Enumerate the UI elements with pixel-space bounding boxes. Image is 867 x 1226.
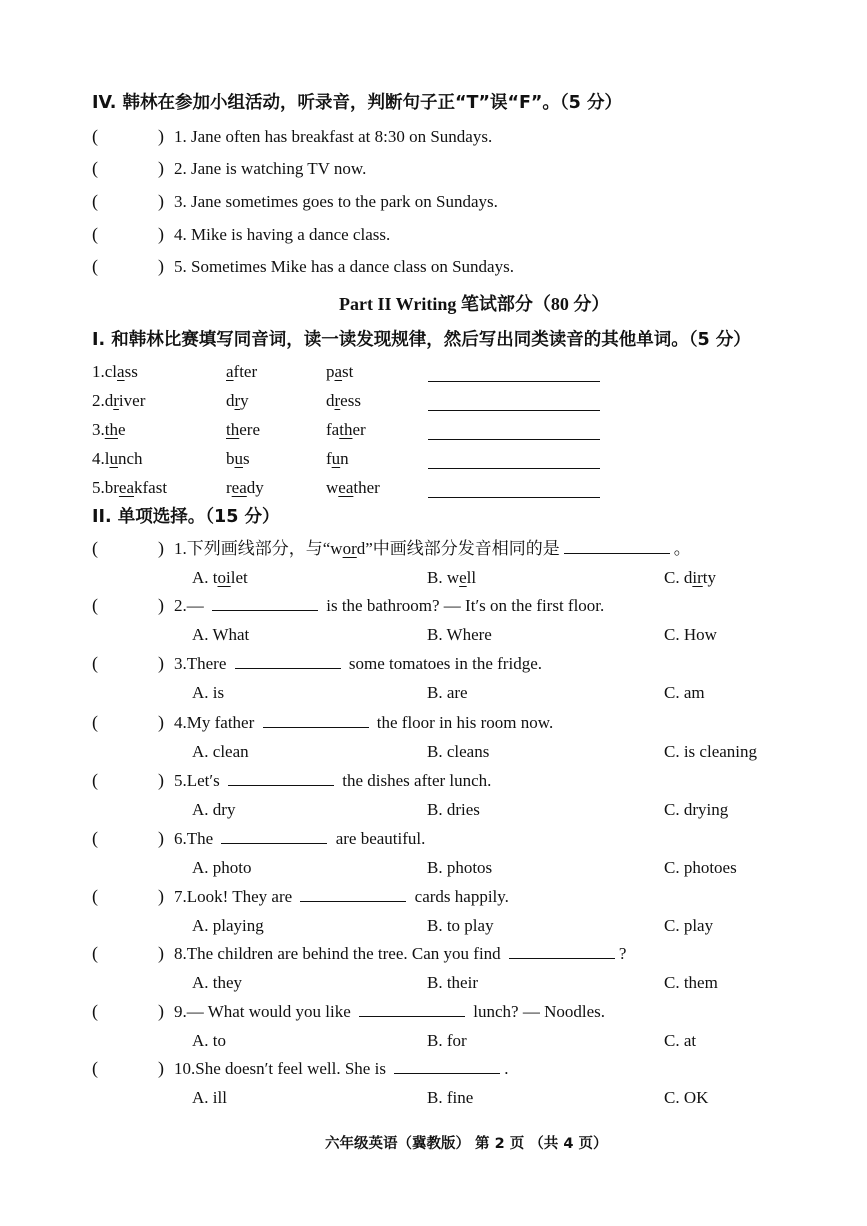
option-c <box>664 567 716 589</box>
answer-paren-close[interactable]: ) <box>158 158 164 178</box>
stem-text: 。 <box>673 539 691 558</box>
phonics-word-1 <box>92 419 126 441</box>
underlined-letters: or <box>342 539 357 558</box>
underlined-letters: a <box>226 362 234 381</box>
underlined-letters: ea <box>118 478 135 497</box>
stem-text: Look! They are <box>186 887 297 906</box>
section-heading-listening: IV. 韩林在参加小组活动，听录音，判断句子正“T”误“F”。（5 分） <box>92 93 622 113</box>
stem-text: the floor in his room now. <box>372 713 554 732</box>
answer-paren-close[interactable]: ) <box>158 828 164 848</box>
word-part: f <box>326 449 332 468</box>
word-part: p <box>326 362 335 381</box>
phonics-word-2 <box>226 361 257 383</box>
answer-paren-close[interactable]: ) <box>158 1001 164 1021</box>
stem-text: Let′s <box>186 771 224 790</box>
word-part: s <box>243 449 250 468</box>
underlined-letters: oi <box>217 568 231 587</box>
word-part: n <box>340 449 349 468</box>
question-stem <box>174 538 691 560</box>
underlined-letters: a <box>334 362 343 381</box>
answer-paren-open[interactable]: ( <box>92 256 98 276</box>
word-part: fa <box>326 420 340 439</box>
option-text: ty <box>702 568 716 587</box>
word-part: iver <box>118 391 146 410</box>
answer-paren-close[interactable]: ) <box>158 653 164 673</box>
underlined-letters: a <box>117 362 125 381</box>
word-part: w <box>326 478 339 497</box>
answer-paren-open[interactable]: ( <box>92 653 98 673</box>
underlined-letters: r <box>334 391 341 410</box>
answer-paren-open[interactable]: ( <box>92 1058 98 1078</box>
question-number: 4. <box>174 713 187 732</box>
question-stem <box>174 712 553 734</box>
row-number: 3. <box>92 420 105 439</box>
phonics-word-3 <box>326 361 353 383</box>
stem-text: is the bathroom? — It′s on the first floor. <box>322 596 605 615</box>
stem-text: There <box>186 654 231 673</box>
stem-text: The children are behind the tree. Can you find <box>186 944 505 963</box>
option-c: C. drying <box>664 800 729 819</box>
stem-text: cards happily. <box>410 887 509 906</box>
word-part: d <box>226 391 235 410</box>
option-b: B. to play <box>427 916 494 935</box>
answer-paren-open[interactable]: ( <box>92 595 98 615</box>
word-part: er <box>352 420 366 439</box>
answer-paren-open[interactable]: ( <box>92 538 98 558</box>
answer-paren-open[interactable]: ( <box>92 158 98 178</box>
option-c: C. at <box>664 1031 697 1050</box>
option-b: B. cleans <box>427 742 490 761</box>
option-c: C. them <box>664 973 718 992</box>
phonics-answer-blank[interactable] <box>428 409 600 411</box>
answer-blank[interactable] <box>212 596 318 611</box>
answer-blank[interactable] <box>300 887 406 902</box>
word-part: d <box>104 391 114 410</box>
phonics-word-2 <box>226 390 249 412</box>
option-b <box>427 567 476 589</box>
phonics-word-3 <box>326 477 380 499</box>
option-c: C. am <box>664 683 705 702</box>
answer-paren-close[interactable]: ) <box>158 1058 164 1078</box>
stem-text: the dishes after lunch. <box>338 771 492 790</box>
listening-statement: 5. Sometimes Mike has a dance class on Sundays. <box>174 257 514 276</box>
answer-paren-open[interactable]: ( <box>92 886 98 906</box>
word-part: br <box>104 478 119 497</box>
option-a: A. they <box>192 973 243 992</box>
question-number: 9. <box>174 1002 187 1021</box>
answer-blank[interactable] <box>509 944 615 959</box>
underlined-letters: u <box>331 449 341 468</box>
question-stem <box>174 1058 508 1080</box>
option-c: C. play <box>664 916 714 935</box>
row-number: 4. <box>92 449 105 468</box>
stem-text: — <box>186 596 208 615</box>
stem-text: — What would you like <box>186 1002 355 1021</box>
option-a: A. photo <box>192 858 252 877</box>
option-c: C. How <box>664 625 717 644</box>
option-a: A. What <box>192 625 250 644</box>
underlined-letters: u <box>109 449 118 468</box>
word-part: nch <box>117 449 143 468</box>
answer-blank[interactable] <box>359 1002 465 1017</box>
phonics-word-1 <box>92 361 138 383</box>
question-stem <box>174 653 542 675</box>
option-b: B. dries <box>427 800 480 819</box>
stem-text: 下列画线部分，与“w <box>186 539 343 558</box>
question-stem <box>174 770 491 792</box>
underlined-letters: ea <box>338 478 354 497</box>
underlined-letters: th <box>104 420 118 439</box>
stem-text: ? <box>618 944 627 963</box>
underlined-letters: ir <box>692 568 703 587</box>
phonics-word-2 <box>226 448 250 470</box>
answer-paren-open[interactable]: ( <box>92 126 98 146</box>
page-footer: 六年级英语（冀教版） 第 2 页 （共 4 页） <box>325 1136 608 1152</box>
underlined-letters: th <box>339 420 353 439</box>
word-part: y <box>240 391 249 410</box>
option-text: let <box>230 568 248 587</box>
listening-statement: 1. Jane often has breakfast at 8:30 on Sundays. <box>174 127 493 146</box>
answer-paren-open[interactable]: ( <box>92 770 98 790</box>
question-number: 8. <box>174 944 187 963</box>
question-stem <box>174 1001 605 1023</box>
answer-paren-open[interactable]: ( <box>92 828 98 848</box>
answer-paren-close[interactable]: ) <box>158 256 164 276</box>
question-number: 6. <box>174 829 187 848</box>
stem-text: some tomatoes in the fridge. <box>344 654 542 673</box>
answer-blank[interactable] <box>235 654 341 669</box>
option-a: A. playing <box>192 916 264 935</box>
answer-paren-close[interactable]: ) <box>158 126 164 146</box>
answer-paren-close[interactable]: ) <box>158 886 164 906</box>
word-part: d <box>326 391 335 410</box>
section-heading-choice: II. 单项选择。（15 分） <box>92 507 280 527</box>
option-text: B. w <box>427 568 460 587</box>
phonics-word-1 <box>92 390 145 412</box>
option-text: C. d <box>664 568 693 587</box>
underlined-letters: e <box>459 568 467 587</box>
option-a: A. clean <box>192 742 249 761</box>
phonics-answer-blank[interactable] <box>428 438 600 440</box>
answer-paren-close[interactable]: ) <box>158 595 164 615</box>
option-c: C. is cleaning <box>664 742 758 761</box>
question-number: 7. <box>174 887 187 906</box>
option-b: B. are <box>427 683 468 702</box>
answer-paren-close[interactable]: ) <box>158 538 164 558</box>
option-b: B. photos <box>427 858 493 877</box>
word-part: ess <box>340 391 361 410</box>
question-number: 3. <box>174 654 187 673</box>
question-number: 5. <box>174 771 187 790</box>
word-part: ss <box>124 362 138 381</box>
question-stem <box>174 943 626 965</box>
answer-paren-open[interactable]: ( <box>92 712 98 732</box>
option-a: A. is <box>192 683 225 702</box>
option-b: B. their <box>427 973 478 992</box>
word-part: l <box>104 449 110 468</box>
word-part: b <box>226 449 235 468</box>
option-a: A. dry <box>192 800 236 819</box>
underlined-letters: ea <box>231 478 247 497</box>
phonics-word-3 <box>326 448 349 470</box>
phonics-answer-blank[interactable] <box>428 467 600 469</box>
question-stem <box>174 595 604 617</box>
phonics-word-2 <box>226 477 264 499</box>
stem-text: d”中画线部分发音相同的是 <box>356 539 560 558</box>
phonics-word-2 <box>226 419 260 441</box>
phonics-word-3 <box>326 390 361 412</box>
option-text: ll <box>466 568 477 587</box>
option-a: A. to <box>192 1031 226 1050</box>
phonics-word-1 <box>92 477 167 499</box>
stem-text: are beautiful. <box>331 829 426 848</box>
phonics-answer-blank[interactable] <box>428 380 600 382</box>
word-part: kfast <box>134 478 168 497</box>
underlined-letters: th <box>226 420 240 439</box>
word-part: fter <box>233 362 258 381</box>
option-b: B. fine <box>427 1088 474 1107</box>
row-number: 2. <box>92 391 105 410</box>
phonics-word-3 <box>326 419 366 441</box>
question-number: 2. <box>174 596 187 615</box>
word-part: ther <box>353 478 380 497</box>
question-number: 1. <box>174 539 187 558</box>
stem-text: She doesn′t feel well. She is <box>195 1059 391 1078</box>
answer-paren-open[interactable]: ( <box>92 191 98 211</box>
word-part: dy <box>246 478 264 497</box>
option-a <box>192 567 248 589</box>
phonics-word-1 <box>92 448 143 470</box>
stem-text: . <box>504 1059 509 1078</box>
answer-paren-close[interactable]: ) <box>158 770 164 790</box>
answer-blank[interactable] <box>221 829 327 844</box>
answer-paren-open[interactable]: ( <box>92 224 98 244</box>
row-number: 1. <box>92 362 105 381</box>
option-a: A. ill <box>192 1088 227 1107</box>
underlined-letters: u <box>234 449 243 468</box>
option-b: B. for <box>427 1031 467 1050</box>
answer-paren-open[interactable]: ( <box>92 1001 98 1021</box>
section-heading-phonics: I. 和韩林比赛填写同音词，读一读发现规律，然后写出同类读音的其他单词。（5 分） <box>92 330 751 350</box>
option-b: B. Where <box>427 625 492 644</box>
answer-blank[interactable] <box>564 539 670 554</box>
listening-statement: 3. Jane sometimes goes to the park on Sundays. <box>174 192 498 211</box>
word-part: st <box>342 362 354 381</box>
stem-text: The <box>186 829 218 848</box>
word-part: e <box>117 420 126 439</box>
question-stem <box>174 828 425 850</box>
question-stem <box>174 886 509 908</box>
row-number: 5. <box>92 478 105 497</box>
listening-statement: 2. Jane is watching TV now. <box>174 159 367 178</box>
answer-paren-close[interactable]: ) <box>158 224 164 244</box>
option-text: A. t <box>192 568 218 587</box>
phonics-answer-blank[interactable] <box>428 496 600 498</box>
option-c: C. photoes <box>664 858 737 877</box>
answer-paren-close[interactable]: ) <box>158 191 164 211</box>
word-part: r <box>226 478 232 497</box>
word-part: cl <box>104 362 118 381</box>
answer-paren-close[interactable]: ) <box>158 943 164 963</box>
stem-text: lunch? — Noodles. <box>469 1002 605 1021</box>
answer-blank[interactable] <box>228 771 334 786</box>
stem-text: My father <box>186 713 259 732</box>
word-part: ere <box>239 420 260 439</box>
underlined-letters: r <box>113 391 119 410</box>
underlined-letters: r <box>234 391 241 410</box>
answer-paren-close[interactable]: ) <box>158 712 164 732</box>
listening-statement: 4. Mike is having a dance class. <box>174 225 391 244</box>
part-two-title: Part II Writing 笔试部分（80 分） <box>339 294 610 314</box>
answer-paren-open[interactable]: ( <box>92 943 98 963</box>
question-number: 10. <box>174 1059 196 1078</box>
answer-blank[interactable] <box>263 713 369 728</box>
option-c: C. OK <box>664 1088 709 1107</box>
answer-blank[interactable] <box>394 1059 500 1074</box>
